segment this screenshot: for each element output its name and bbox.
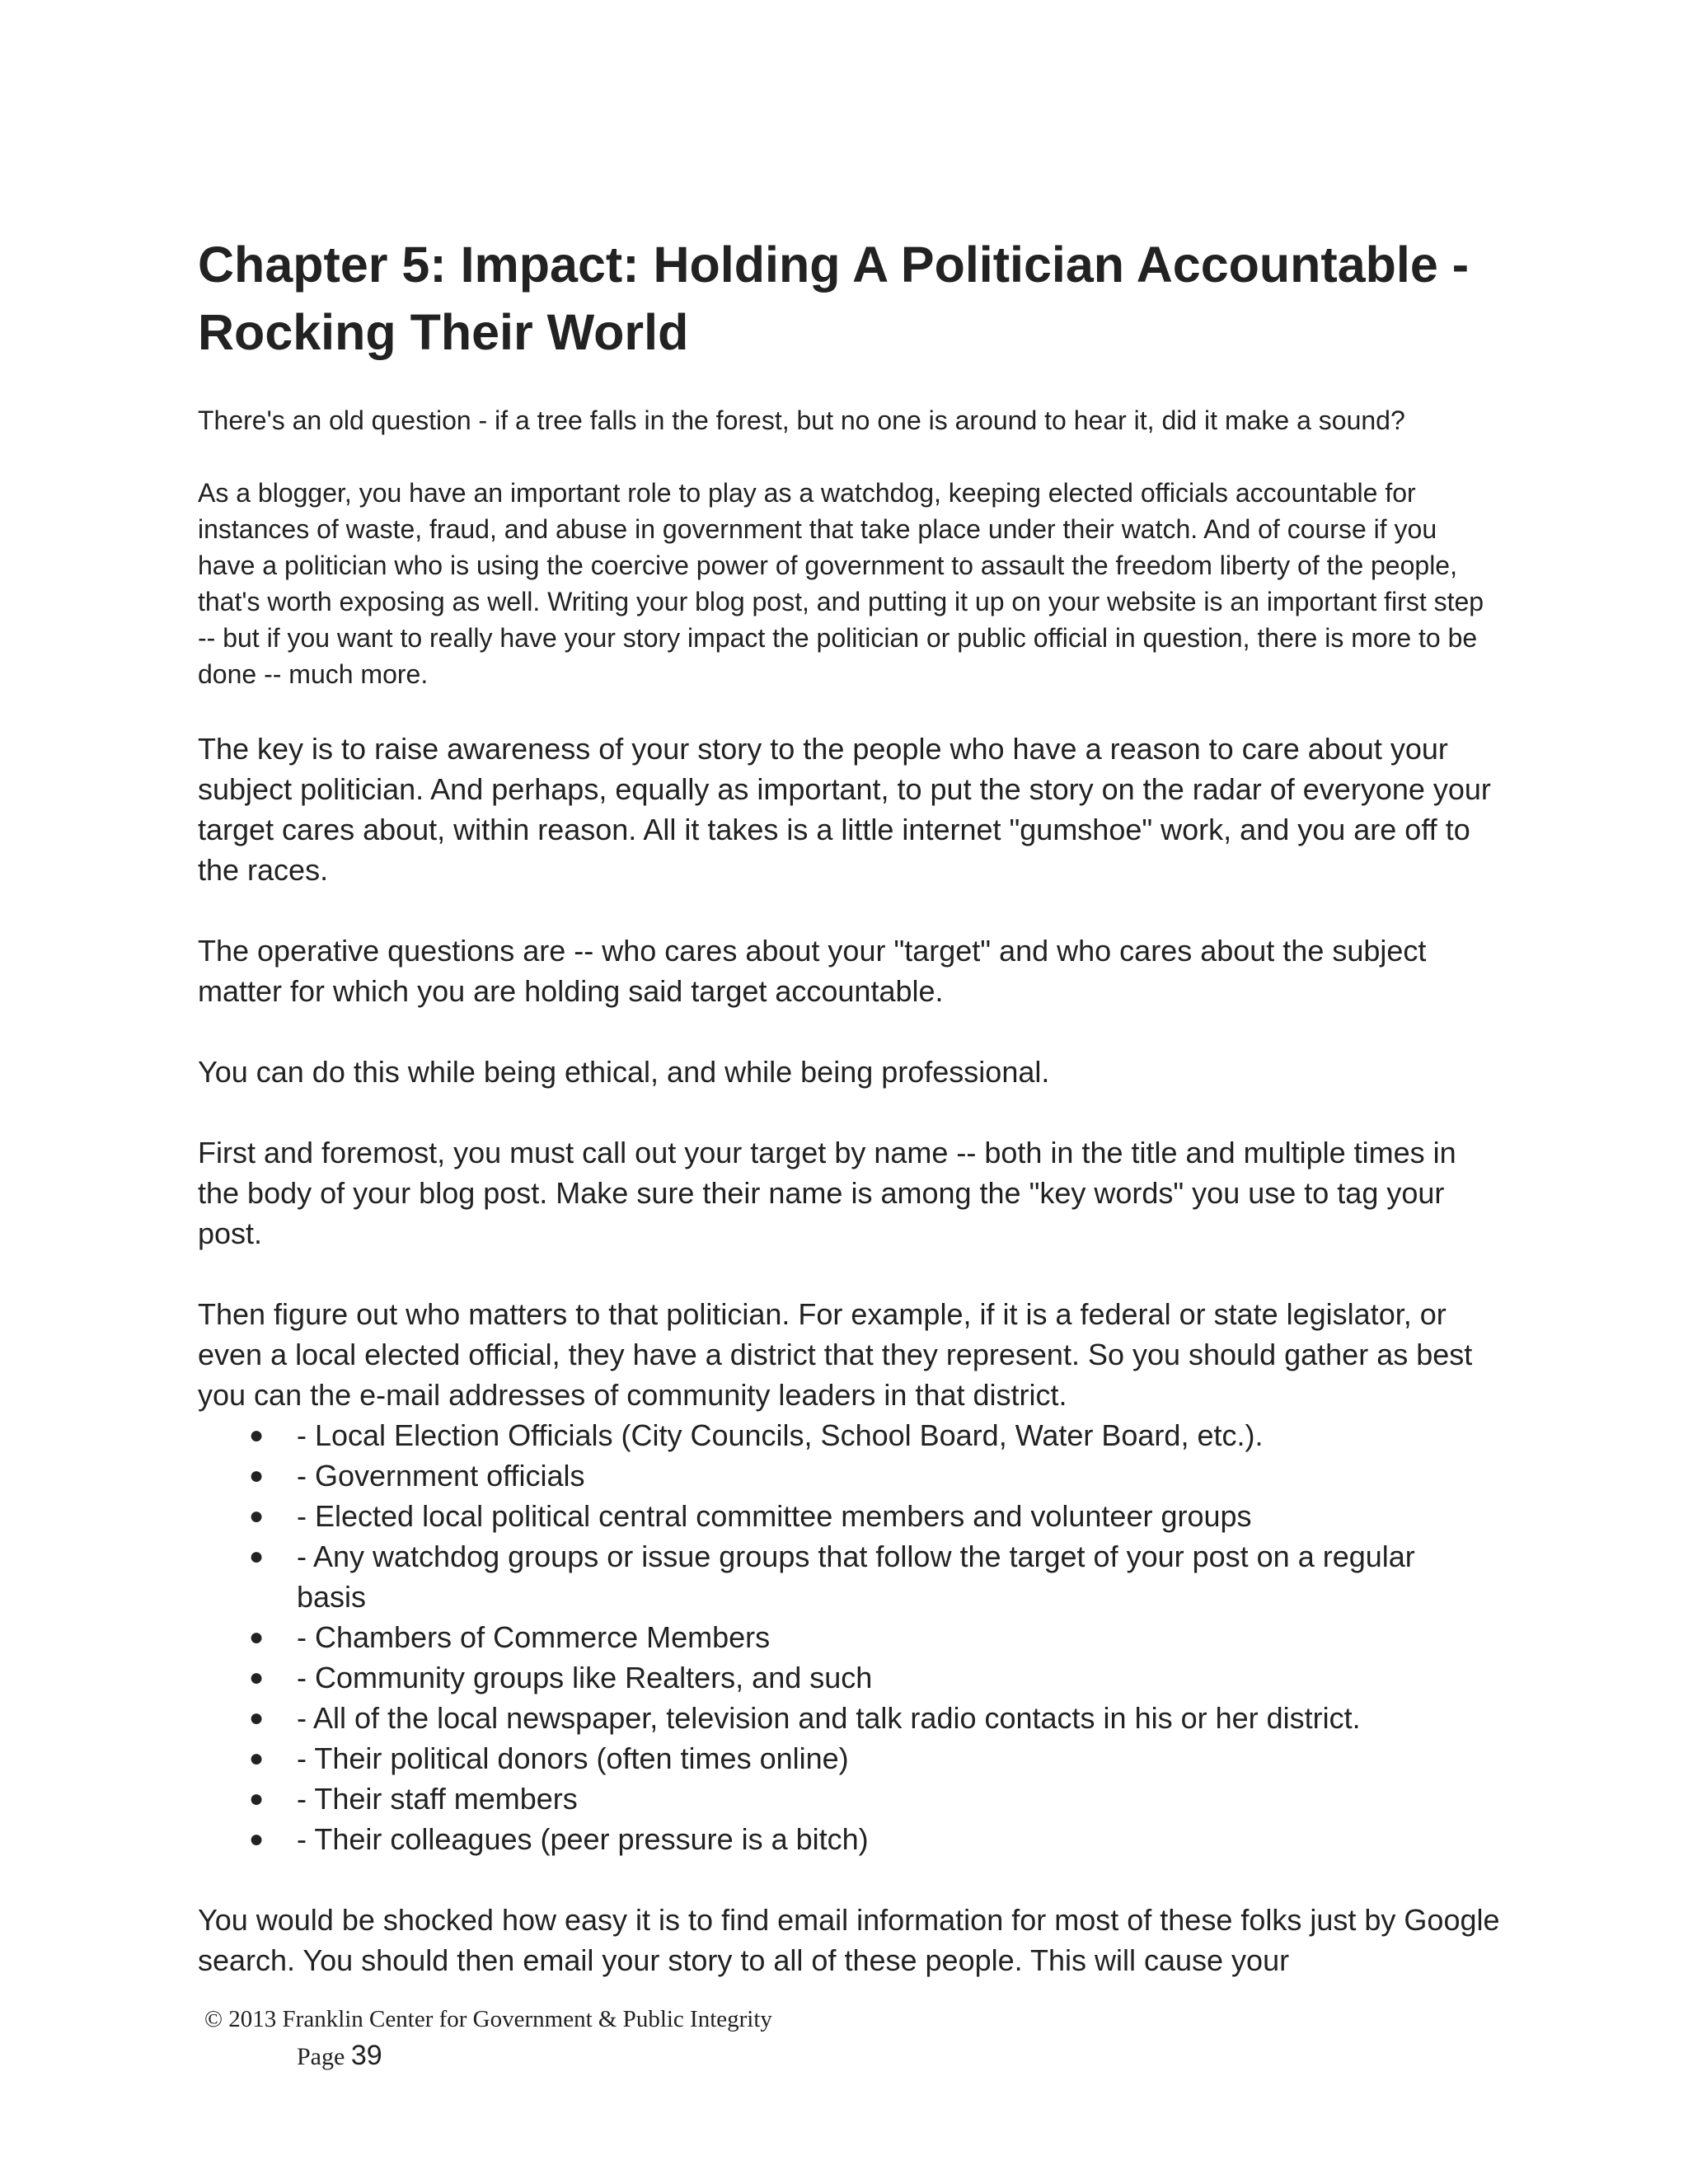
body-paragraph-3: You can do this while being ethical, and while being professional. [198, 1055, 1050, 1089]
bullet-icon: ● [249, 1664, 265, 1691]
bullet-icon: ● [249, 1704, 265, 1732]
body-paragraph-6: You would be shocked how easy it is to find email information for most of these folks just by Google search. You should then email your story to all of these people. This will cause your [198, 1903, 1500, 1977]
list-item [198, 1738, 1467, 1779]
bullet-icon: ● [249, 1745, 265, 1772]
bullet-icon: ● [249, 1462, 265, 1489]
list-item [198, 1657, 1467, 1698]
bullet-icon: ● [249, 1422, 265, 1449]
page-number: 39 [350, 2040, 382, 2071]
bullet-icon: ● [249, 1624, 265, 1651]
list-item-text: - Any watchdog groups or issue groups that follow the target of your post on a regular basis [297, 1540, 1415, 1614]
list-item-text: - Their staff members [297, 1782, 578, 1816]
bullet-icon: ● [249, 1785, 265, 1812]
page-label: Page [297, 2043, 345, 2070]
list-item-text: - Community groups like Realters, and such [297, 1661, 873, 1694]
intro-paragraph-1: There's an old question - if a tree falls in the forest, but no one is around to hear it, did it make a sound? [198, 405, 1405, 435]
copyright-notice: © 2013 Franklin Center for Government & Public Integrity [204, 2006, 772, 2032]
page-number-line [297, 2039, 772, 2074]
body-paragraph-2: The operative questions are -- who cares about your "target" and who cares about the subject matter for which you are holding said target accountable. [198, 934, 1427, 1008]
bullet-icon: ● [249, 1502, 265, 1530]
bullet-icon: ● [249, 1825, 265, 1853]
list-item [198, 1779, 1467, 1819]
list-item [198, 1415, 1467, 1455]
list-item [198, 1617, 1467, 1657]
list-item-text: - All of the local newspaper, television and talk radio contacts in his or her district. [297, 1701, 1361, 1735]
page-footer [204, 2004, 772, 2074]
list-item-text: - Local Election Officials (City Councils, School Board, Water Board, etc.). [297, 1418, 1264, 1452]
list-item-text: - Chambers of Commerce Members [297, 1620, 771, 1654]
bullet-icon: ● [249, 1543, 265, 1570]
contact-list [198, 1415, 1500, 1859]
list-item-text: - Elected local political central committee members and volunteer groups [297, 1499, 1252, 1533]
list-item [198, 1536, 1467, 1617]
body-paragraph-1: The key is to raise awareness of your story to the people who have a reason to care about your subject politician. And perhaps, equally as important, to put the story on the radar of everyone your target cares about, within reason. All it takes is a little internet "gumshoe" work, and you are off to the races. [198, 732, 1491, 887]
body-paragraph-4: First and foremost, you must call out your target by name -- both in the title and multiple times in the body of your blog post. Make sure their name is among the "key words" you use to tag your post. [198, 1136, 1456, 1250]
chapter-title: Chapter 5: Impact: Holding A Politician Accountable - Rocking Their World [198, 237, 1470, 360]
page-content [198, 231, 1500, 1980]
list-item [198, 1819, 1467, 1859]
list-item-text: - Their political donors (often times online) [297, 1741, 849, 1775]
list-item [198, 1496, 1467, 1536]
intro-paragraph-2: As a blogger, you have an important role to play as a watchdog, keeping elected officials accountable for instances of waste, fraud, and abuse in government that take place under their watch. And of course if you have a politician who is using the coercive power of government to assault the freedom liberty of the people, that's worth exposing as well. Writing your blog post, and putting it up on your website is an important first step -- but if you want to really have your story impact the politician or public official in question, there is more to be done -- much more. [198, 478, 1484, 689]
list-item-text: - Government officials [297, 1459, 585, 1493]
body-paragraph-5: Then figure out who matters to that politician. For example, if it is a federal or state legislator, or even a local elected official, they have a district that they represent. So you should gather as best you can the e-mail addresses of community leaders in that district. [198, 1297, 1473, 1412]
list-item [198, 1698, 1467, 1738]
list-item-text: - Their colleagues (peer pressure is a bitch) [297, 1822, 869, 1856]
list-item [198, 1455, 1467, 1496]
